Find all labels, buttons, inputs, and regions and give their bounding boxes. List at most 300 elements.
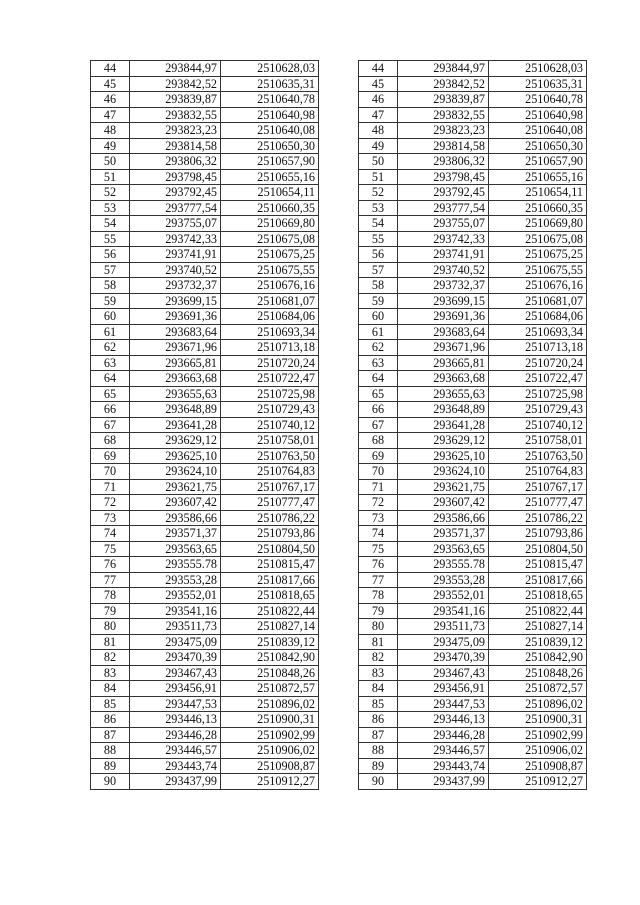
- point-number-cell: 75: [359, 541, 398, 557]
- point-number-cell: 71: [91, 479, 130, 495]
- table-row: [91, 650, 319, 666]
- table-row: [91, 185, 319, 201]
- point-number-cell: 45: [91, 76, 130, 92]
- x-coordinate-cell: 293839,87: [398, 92, 489, 108]
- y-coordinate-cell: 2510767,17: [489, 479, 587, 495]
- point-number-cell: 50: [91, 154, 130, 170]
- y-coordinate-cell: 2510660,35: [221, 200, 319, 216]
- y-coordinate-cell: 2510902,99: [489, 727, 587, 743]
- x-coordinate-cell: 293446,13: [398, 712, 489, 728]
- x-coordinate-cell: 293446,28: [130, 727, 221, 743]
- table-row: [359, 386, 587, 402]
- x-coordinate-cell: 293475,09: [130, 634, 221, 650]
- point-number-cell: 59: [359, 293, 398, 309]
- x-coordinate-cell: 293671,96: [130, 340, 221, 356]
- table-row: [359, 665, 587, 681]
- point-number-cell: 76: [359, 557, 398, 573]
- x-coordinate-cell: 293777,54: [130, 200, 221, 216]
- point-number-cell: 82: [91, 650, 130, 666]
- point-number-cell: 80: [359, 619, 398, 635]
- point-number-cell: 50: [359, 154, 398, 170]
- point-number-cell: 45: [359, 76, 398, 92]
- point-number-cell: 68: [91, 433, 130, 449]
- table-row: [359, 324, 587, 340]
- table-row: [359, 743, 587, 759]
- table-row: [359, 107, 587, 123]
- point-number-cell: 84: [359, 681, 398, 697]
- x-coordinate-cell: 293624,10: [398, 464, 489, 480]
- y-coordinate-cell: 2510729,43: [221, 402, 319, 418]
- x-coordinate-cell: 293541,16: [130, 603, 221, 619]
- coordinate-table-right: [358, 60, 587, 790]
- table-row: [359, 231, 587, 247]
- table-row: [91, 371, 319, 387]
- y-coordinate-cell: 2510896,02: [489, 696, 587, 712]
- point-number-cell: 82: [359, 650, 398, 666]
- y-coordinate-cell: 2510815,47: [489, 557, 587, 573]
- point-number-cell: 64: [359, 371, 398, 387]
- point-number-cell: 85: [91, 696, 130, 712]
- y-coordinate-cell: 2510896,02: [221, 696, 319, 712]
- point-number-cell: 87: [91, 727, 130, 743]
- y-coordinate-cell: 2510777,47: [221, 495, 319, 511]
- point-number-cell: 44: [91, 61, 130, 77]
- y-coordinate-cell: 2510722,47: [221, 371, 319, 387]
- y-coordinate-cell: 2510640,78: [489, 92, 587, 108]
- point-number-cell: 69: [91, 448, 130, 464]
- y-coordinate-cell: 2510763,50: [489, 448, 587, 464]
- table-row: [359, 557, 587, 573]
- y-coordinate-cell: 2510640,78: [221, 92, 319, 108]
- point-number-cell: 56: [91, 247, 130, 263]
- y-coordinate-cell: 2510650,30: [221, 138, 319, 154]
- x-coordinate-cell: 293443,74: [398, 758, 489, 774]
- x-coordinate-cell: 293832,55: [130, 107, 221, 123]
- table-row: [359, 371, 587, 387]
- y-coordinate-cell: 2510657,90: [489, 154, 587, 170]
- y-coordinate-cell: 2510872,57: [221, 681, 319, 697]
- x-coordinate-cell: 293691,36: [130, 309, 221, 325]
- x-coordinate-cell: 293443,74: [130, 758, 221, 774]
- x-coordinate-cell: 293470,39: [398, 650, 489, 666]
- x-coordinate-cell: 293814,58: [130, 138, 221, 154]
- table-row: [91, 603, 319, 619]
- table-row: [91, 588, 319, 604]
- y-coordinate-cell: 2510902,99: [221, 727, 319, 743]
- y-coordinate-cell: 2510827,14: [221, 619, 319, 635]
- table-row: [91, 696, 319, 712]
- table-row: [359, 572, 587, 588]
- x-coordinate-cell: 293563,65: [398, 541, 489, 557]
- y-coordinate-cell: 2510654,11: [221, 185, 319, 201]
- y-coordinate-cell: 2510655,16: [221, 169, 319, 185]
- x-coordinate-cell: 293621,75: [130, 479, 221, 495]
- point-number-cell: 44: [359, 61, 398, 77]
- y-coordinate-cell: 2510900,31: [489, 712, 587, 728]
- y-coordinate-cell: 2510635,31: [489, 76, 587, 92]
- x-coordinate-cell: 293467,43: [398, 665, 489, 681]
- x-coordinate-cell: 293446,57: [130, 743, 221, 759]
- table-row: [91, 572, 319, 588]
- point-number-cell: 67: [359, 417, 398, 433]
- point-number-cell: 84: [91, 681, 130, 697]
- point-number-cell: 48: [91, 123, 130, 139]
- y-coordinate-cell: 2510786,22: [221, 510, 319, 526]
- table-row: [359, 293, 587, 309]
- point-number-cell: 62: [359, 340, 398, 356]
- y-coordinate-cell: 2510650,30: [489, 138, 587, 154]
- point-number-cell: 49: [359, 138, 398, 154]
- table-row: [359, 138, 587, 154]
- table-row: [359, 433, 587, 449]
- y-coordinate-cell: 2510676,16: [489, 278, 587, 294]
- y-coordinate-cell: 2510675,25: [489, 247, 587, 263]
- x-coordinate-cell: 293663,68: [398, 371, 489, 387]
- y-coordinate-cell: 2510635,31: [221, 76, 319, 92]
- point-number-cell: 47: [359, 107, 398, 123]
- y-coordinate-cell: 2510872,57: [489, 681, 587, 697]
- y-coordinate-cell: 2510793,86: [489, 526, 587, 542]
- y-coordinate-cell: 2510818,65: [489, 588, 587, 604]
- x-coordinate-cell: 293511,73: [398, 619, 489, 635]
- x-coordinate-cell: 293648,89: [130, 402, 221, 418]
- table-row: [359, 76, 587, 92]
- x-coordinate-cell: 293755,07: [398, 216, 489, 232]
- point-number-cell: 54: [91, 216, 130, 232]
- point-number-cell: 65: [91, 386, 130, 402]
- x-coordinate-cell: 293456,91: [398, 681, 489, 697]
- point-number-cell: 68: [359, 433, 398, 449]
- table-row: [91, 262, 319, 278]
- y-coordinate-cell: 2510848,26: [489, 665, 587, 681]
- table-row: [91, 665, 319, 681]
- x-coordinate-cell: 293741,91: [130, 247, 221, 263]
- table-row: [359, 92, 587, 108]
- x-coordinate-cell: 293844,97: [130, 61, 221, 77]
- point-number-cell: 79: [91, 603, 130, 619]
- y-coordinate-cell: 2510713,18: [221, 340, 319, 356]
- y-coordinate-cell: 2510900,31: [221, 712, 319, 728]
- table-row: [91, 712, 319, 728]
- x-coordinate-cell: 293625,10: [398, 448, 489, 464]
- table-row: [91, 355, 319, 371]
- y-coordinate-cell: 2510908,87: [221, 758, 319, 774]
- table-row: [359, 464, 587, 480]
- x-coordinate-cell: 293742,33: [130, 231, 221, 247]
- table-row: [91, 200, 319, 216]
- table-row: [91, 417, 319, 433]
- table-row: [91, 324, 319, 340]
- x-coordinate-cell: 293553,28: [130, 572, 221, 588]
- y-coordinate-cell: 2510758,01: [489, 433, 587, 449]
- point-number-cell: 86: [359, 712, 398, 728]
- y-coordinate-cell: 2510777,47: [489, 495, 587, 511]
- x-coordinate-cell: 293467,43: [130, 665, 221, 681]
- x-coordinate-cell: 293691,36: [398, 309, 489, 325]
- table-row: [359, 448, 587, 464]
- table-row: [359, 495, 587, 511]
- point-number-cell: 72: [359, 495, 398, 511]
- point-number-cell: 61: [359, 324, 398, 340]
- x-coordinate-cell: 293798,45: [398, 169, 489, 185]
- point-number-cell: 83: [359, 665, 398, 681]
- table-row: [359, 758, 587, 774]
- table-row: [91, 278, 319, 294]
- table-row: [359, 123, 587, 139]
- y-coordinate-cell: 2510693,34: [221, 324, 319, 340]
- y-coordinate-cell: 2510684,06: [221, 309, 319, 325]
- point-number-cell: 90: [91, 774, 130, 790]
- x-coordinate-cell: 293447,53: [398, 696, 489, 712]
- y-coordinate-cell: 2510713,18: [489, 340, 587, 356]
- point-number-cell: 77: [359, 572, 398, 588]
- x-coordinate-cell: 293446,13: [130, 712, 221, 728]
- point-number-cell: 88: [91, 743, 130, 759]
- coordinate-table-left: [90, 60, 319, 790]
- point-number-cell: 64: [91, 371, 130, 387]
- table-row: [91, 107, 319, 123]
- y-coordinate-cell: 2510675,25: [221, 247, 319, 263]
- point-number-cell: 74: [91, 526, 130, 542]
- y-coordinate-cell: 2510684,06: [489, 309, 587, 325]
- y-coordinate-cell: 2510722,47: [489, 371, 587, 387]
- x-coordinate-cell: 293641,28: [398, 417, 489, 433]
- y-coordinate-cell: 2510660,35: [489, 200, 587, 216]
- x-coordinate-cell: 293446,57: [398, 743, 489, 759]
- point-number-cell: 76: [91, 557, 130, 573]
- x-coordinate-cell: 293665,81: [130, 355, 221, 371]
- x-coordinate-cell: 293555.78: [398, 557, 489, 573]
- point-number-cell: 48: [359, 123, 398, 139]
- y-coordinate-cell: 2510669,80: [489, 216, 587, 232]
- coordinate-table-body: [91, 61, 319, 790]
- table-row: [91, 216, 319, 232]
- y-coordinate-cell: 2510827,14: [489, 619, 587, 635]
- y-coordinate-cell: 2510804,50: [489, 541, 587, 557]
- y-coordinate-cell: 2510848,26: [221, 665, 319, 681]
- point-number-cell: 72: [91, 495, 130, 511]
- point-number-cell: 74: [359, 526, 398, 542]
- x-coordinate-cell: 293648,89: [398, 402, 489, 418]
- table-row: [91, 526, 319, 542]
- x-coordinate-cell: 293624,10: [130, 464, 221, 480]
- point-number-cell: 60: [359, 309, 398, 325]
- table-row: [91, 61, 319, 77]
- y-coordinate-cell: 2510640,08: [489, 123, 587, 139]
- table-row: [359, 479, 587, 495]
- table-row: [359, 185, 587, 201]
- table-row: [359, 247, 587, 263]
- x-coordinate-cell: 293839,87: [130, 92, 221, 108]
- table-row: [359, 634, 587, 650]
- x-coordinate-cell: 293741,91: [398, 247, 489, 263]
- x-coordinate-cell: 293625,10: [130, 448, 221, 464]
- x-coordinate-cell: 293629,12: [130, 433, 221, 449]
- y-coordinate-cell: 2510681,07: [489, 293, 587, 309]
- x-coordinate-cell: 293586,66: [130, 510, 221, 526]
- x-coordinate-cell: 293586,66: [398, 510, 489, 526]
- y-coordinate-cell: 2510804,50: [221, 541, 319, 557]
- y-coordinate-cell: 2510912,27: [221, 774, 319, 790]
- point-number-cell: 70: [359, 464, 398, 480]
- y-coordinate-cell: 2510654,11: [489, 185, 587, 201]
- x-coordinate-cell: 293553,28: [398, 572, 489, 588]
- point-number-cell: 69: [359, 448, 398, 464]
- table-row: [91, 479, 319, 495]
- point-number-cell: 86: [91, 712, 130, 728]
- table-row: [359, 278, 587, 294]
- point-number-cell: 54: [359, 216, 398, 232]
- point-number-cell: 66: [359, 402, 398, 418]
- y-coordinate-cell: 2510767,17: [221, 479, 319, 495]
- table-row: [91, 743, 319, 759]
- table-row: [359, 309, 587, 325]
- table-row: [91, 681, 319, 697]
- x-coordinate-cell: 293511,73: [130, 619, 221, 635]
- table-row: [91, 464, 319, 480]
- y-coordinate-cell: 2510817,66: [489, 572, 587, 588]
- x-coordinate-cell: 293683,64: [398, 324, 489, 340]
- table-row: [359, 510, 587, 526]
- point-number-cell: 88: [359, 743, 398, 759]
- x-coordinate-cell: 293655,63: [398, 386, 489, 402]
- y-coordinate-cell: 2510628,03: [221, 61, 319, 77]
- table-row: [91, 774, 319, 790]
- table-row: [359, 541, 587, 557]
- x-coordinate-cell: 293552,01: [130, 588, 221, 604]
- y-coordinate-cell: 2510640,08: [221, 123, 319, 139]
- x-coordinate-cell: 293842,52: [130, 76, 221, 92]
- y-coordinate-cell: 2510764,83: [221, 464, 319, 480]
- y-coordinate-cell: 2510842,90: [489, 650, 587, 666]
- x-coordinate-cell: 293814,58: [398, 138, 489, 154]
- x-coordinate-cell: 293740,52: [130, 262, 221, 278]
- x-coordinate-cell: 293470,39: [130, 650, 221, 666]
- point-number-cell: 70: [91, 464, 130, 480]
- point-number-cell: 63: [359, 355, 398, 371]
- y-coordinate-cell: 2510669,80: [221, 216, 319, 232]
- y-coordinate-cell: 2510908,87: [489, 758, 587, 774]
- x-coordinate-cell: 293552,01: [398, 588, 489, 604]
- table-row: [91, 76, 319, 92]
- x-coordinate-cell: 293699,15: [398, 293, 489, 309]
- x-coordinate-cell: 293571,37: [398, 526, 489, 542]
- table-row: [359, 526, 587, 542]
- y-coordinate-cell: 2510675,08: [489, 231, 587, 247]
- point-number-cell: 53: [359, 200, 398, 216]
- y-coordinate-cell: 2510676,16: [221, 278, 319, 294]
- x-coordinate-cell: 293732,37: [130, 278, 221, 294]
- table-row: [359, 588, 587, 604]
- table-row: [91, 309, 319, 325]
- table-row: [91, 402, 319, 418]
- table-row: [359, 774, 587, 790]
- y-coordinate-cell: 2510720,24: [489, 355, 587, 371]
- x-coordinate-cell: 293475,09: [398, 634, 489, 650]
- x-coordinate-cell: 293621,75: [398, 479, 489, 495]
- point-number-cell: 55: [359, 231, 398, 247]
- y-coordinate-cell: 2510817,66: [221, 572, 319, 588]
- x-coordinate-cell: 293792,45: [398, 185, 489, 201]
- point-number-cell: 49: [91, 138, 130, 154]
- x-coordinate-cell: 293777,54: [398, 200, 489, 216]
- table-row: [91, 448, 319, 464]
- point-number-cell: 90: [359, 774, 398, 790]
- point-number-cell: 89: [359, 758, 398, 774]
- table-row: [91, 293, 319, 309]
- table-row: [359, 619, 587, 635]
- x-coordinate-cell: 293629,12: [398, 433, 489, 449]
- x-coordinate-cell: 293742,33: [398, 231, 489, 247]
- table-row: [359, 696, 587, 712]
- table-row: [359, 727, 587, 743]
- table-row: [359, 712, 587, 728]
- y-coordinate-cell: 2510906,02: [221, 743, 319, 759]
- x-coordinate-cell: 293806,32: [130, 154, 221, 170]
- y-coordinate-cell: 2510818,65: [221, 588, 319, 604]
- point-number-cell: 46: [359, 92, 398, 108]
- x-coordinate-cell: 293571,37: [130, 526, 221, 542]
- table-row: [359, 61, 587, 77]
- table-row: [91, 495, 319, 511]
- point-number-cell: 71: [359, 479, 398, 495]
- table-row: [91, 433, 319, 449]
- table-row: [359, 355, 587, 371]
- point-number-cell: 51: [359, 169, 398, 185]
- table-row: [359, 200, 587, 216]
- x-coordinate-cell: 293607,42: [130, 495, 221, 511]
- table-row: [359, 681, 587, 697]
- y-coordinate-cell: 2510906,02: [489, 743, 587, 759]
- point-number-cell: 60: [91, 309, 130, 325]
- y-coordinate-cell: 2510786,22: [489, 510, 587, 526]
- point-number-cell: 57: [91, 262, 130, 278]
- y-coordinate-cell: 2510640,98: [221, 107, 319, 123]
- point-number-cell: 55: [91, 231, 130, 247]
- x-coordinate-cell: 293798,45: [130, 169, 221, 185]
- x-coordinate-cell: 293563,65: [130, 541, 221, 557]
- y-coordinate-cell: 2510657,90: [221, 154, 319, 170]
- x-coordinate-cell: 293555.78: [130, 557, 221, 573]
- point-number-cell: 83: [91, 665, 130, 681]
- x-coordinate-cell: 293792,45: [130, 185, 221, 201]
- x-coordinate-cell: 293755,07: [130, 216, 221, 232]
- point-number-cell: 52: [359, 185, 398, 201]
- table-row: [359, 603, 587, 619]
- table-row: [91, 231, 319, 247]
- y-coordinate-cell: 2510725,98: [221, 386, 319, 402]
- table-row: [91, 634, 319, 650]
- point-number-cell: 58: [359, 278, 398, 294]
- y-coordinate-cell: 2510763,50: [221, 448, 319, 464]
- table-row: [359, 262, 587, 278]
- x-coordinate-cell: 293456,91: [130, 681, 221, 697]
- table-row: [359, 402, 587, 418]
- table-row: [91, 727, 319, 743]
- point-number-cell: 61: [91, 324, 130, 340]
- table-row: [359, 154, 587, 170]
- x-coordinate-cell: 293699,15: [130, 293, 221, 309]
- y-coordinate-cell: 2510693,34: [489, 324, 587, 340]
- point-number-cell: 78: [359, 588, 398, 604]
- point-number-cell: 56: [359, 247, 398, 263]
- y-coordinate-cell: 2510839,12: [221, 634, 319, 650]
- table-row: [91, 510, 319, 526]
- point-number-cell: 51: [91, 169, 130, 185]
- point-number-cell: 77: [91, 572, 130, 588]
- coordinate-table-body: [359, 61, 587, 790]
- y-coordinate-cell: 2510681,07: [221, 293, 319, 309]
